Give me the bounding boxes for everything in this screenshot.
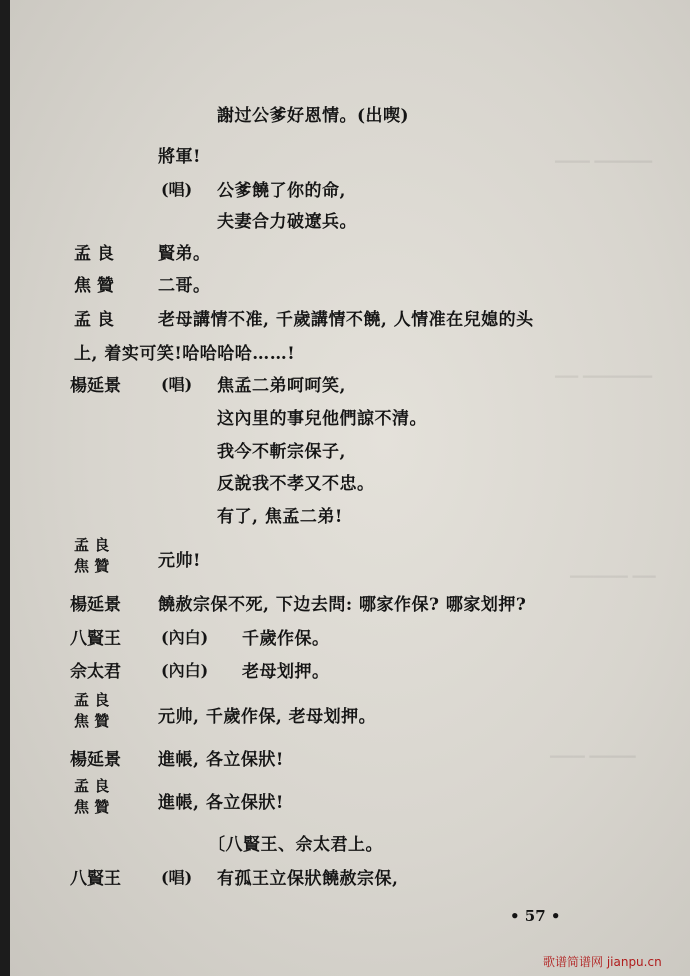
dialogue-line: 千歲作保。 [242, 629, 330, 649]
dialogue-line: 老母講情不准, 千歲講情不饒, 人情准在兒媳的头 [158, 310, 534, 330]
dialogue-line: 賢弟。 [158, 244, 211, 264]
stage-direction-line: 謝过公爹好恩情。(出喫) [217, 106, 410, 126]
speaker-name: 楊延景 [70, 750, 121, 770]
delivery-mode: (唱) [161, 180, 193, 199]
bleed-through: ▁▁▁▁▁ ▁▁ [570, 560, 656, 578]
speaker-name: 八賢王 [70, 629, 121, 649]
dialogue-line: 饒赦宗保不死, 下边去問: 哪家作保? 哪家划押? [158, 595, 527, 615]
speaker-name: 孟 良 [74, 777, 110, 795]
bleed-through: ▁▁▁ ▁▁▁▁ [550, 740, 636, 758]
lyric-line: 夫妻合力破遼兵。 [217, 212, 357, 232]
delivery-mode: (內白) [161, 661, 209, 680]
watermark-text: 歌谱简谱网 jianpu.cn [543, 955, 662, 969]
speaker-name: 孟 良 [74, 310, 114, 330]
speaker-name: 焦 贊 [74, 557, 110, 575]
delivery-mode: (唱) [161, 868, 193, 887]
speaker-name: 楊延景 [70, 595, 121, 615]
book-page [10, 0, 690, 976]
page-number: • 57 • [510, 907, 561, 925]
dialogue-line: 老母划押。 [242, 662, 330, 682]
speaker-name: 焦 贊 [74, 276, 114, 296]
dialogue-line: 元帅, 千歲作保, 老母划押。 [158, 707, 377, 727]
bleed-through: ▁▁▁ ▁▁▁▁▁ [555, 145, 653, 163]
stage-direction-line: 〔八賢王、佘太君上。 [208, 835, 383, 855]
lyric-line: 反說我不孝又不忠。 [217, 474, 375, 494]
speaker-name: 孟 良 [74, 536, 110, 554]
dialogue-line: 進帳, 各立保狀! [158, 750, 284, 770]
delivery-mode: (內白) [161, 628, 209, 647]
bleed-through: ▁▁ ▁▁▁▁▁▁ [555, 360, 653, 378]
speaker-name: 焦 贊 [74, 712, 110, 730]
dialogue-line: 二哥。 [158, 276, 211, 296]
speaker-name: 八賢王 [70, 869, 121, 889]
lyric-line: 我今不斬宗保子, [217, 442, 346, 462]
lyric-line: 有孤王立保狀饒赦宗保, [217, 869, 399, 889]
dialogue-line: 將軍! [158, 147, 201, 167]
speaker-name: 焦 贊 [74, 798, 110, 816]
dialogue-line: 元帅! [158, 551, 201, 571]
lyric-line: 焦孟二弟呵呵笑, [217, 376, 346, 396]
dialogue-line: 上, 着实可笑!哈哈哈哈……! [74, 344, 296, 364]
lyric-line: 公爹饒了你的命, [217, 181, 346, 201]
dialogue-line: 進帳, 各立保狀! [158, 793, 284, 813]
speaker-name: 孟 良 [74, 691, 110, 709]
speaker-name: 孟 良 [74, 244, 114, 264]
lyric-line: 这內里的事兒他們諒不清。 [217, 409, 427, 429]
speaker-name: 佘太君 [70, 662, 121, 682]
delivery-mode: (唱) [161, 375, 193, 394]
speaker-name: 楊延景 [70, 376, 121, 396]
lyric-line: 有了, 焦孟二弟! [217, 507, 343, 527]
